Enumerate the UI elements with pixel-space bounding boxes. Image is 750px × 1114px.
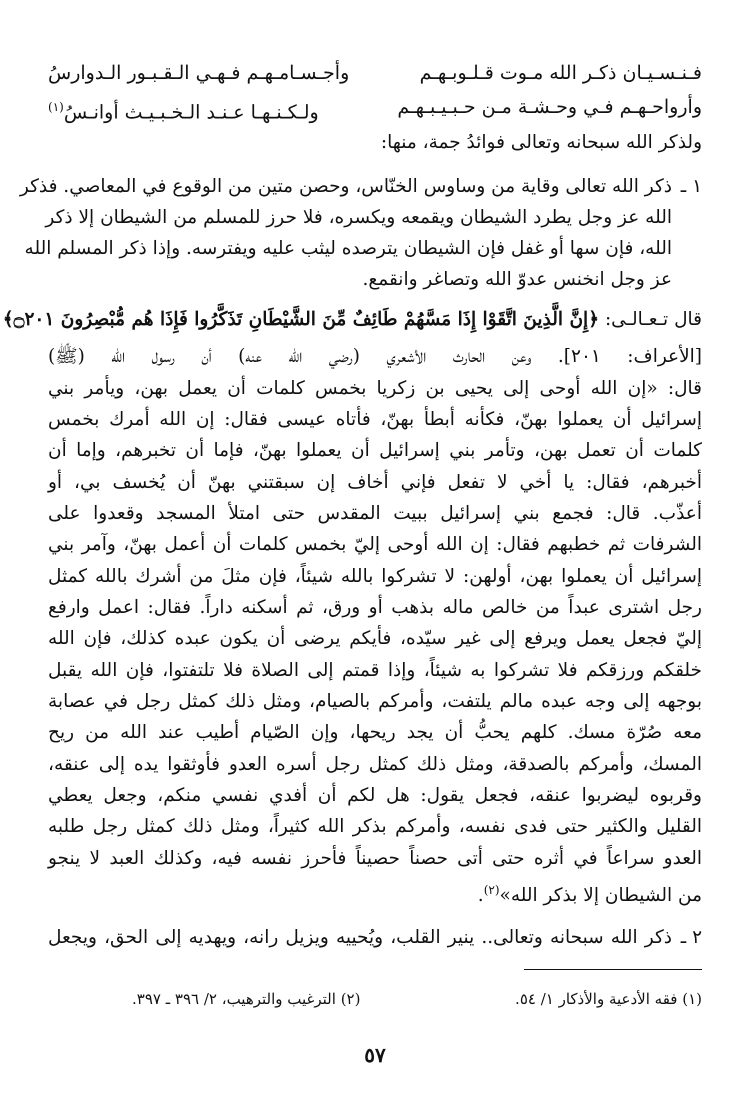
footnote-ref-2: (٢) bbox=[483, 883, 500, 897]
quran-verse: ﴿إِنَّ الَّذِينَ اتَّقَوْا إِذَا مَسَّهُمْ طَائِفٌ مِّنَ الشَّيْطَانِ تَذَكَّرُوا فَإِذَا هُم مُّبْصِرُونَ ۝٢٠١﴾ bbox=[2, 309, 600, 330]
hadith-line: أعذّب. قال: فجمع بني إسرائيل ببيت المقدس حتى امتلأ المسجد وقعدوا على bbox=[48, 503, 702, 524]
hadith-line: القليل والكثير حتى فدى نفسه، وأمركم بذكر الله كثيراً، ومثل ذلك كمثل رجل طلبه bbox=[48, 816, 702, 837]
point1-number: ١ ـ bbox=[680, 176, 702, 197]
hadith-line: إسرائيل أن يعملوا بهنّ، فكأنه أبطأ بهنّ، فأتاه عيسى فقال: إن الله أمرك بخمس bbox=[48, 409, 702, 430]
poem-line2-right: وأرواحـهـم فـي وحـشـة مـن حـبـيـبـهـم bbox=[397, 96, 702, 118]
point2-line: ذكر الله سبحانه وتعالى.. ينير القلب، ويُحييه ويزيل رانه، ويهديه إلى الحق، ويجعل bbox=[48, 927, 672, 948]
hadith-line: وقربوه ليضربوا عنقه، فجعل يقول: هل لكم أن أفدي نفسي منكم، وجعل يعطي bbox=[48, 785, 702, 806]
footnote-1: (١) فقه الأدعية والأذكار ١/ ٥٤. bbox=[515, 990, 702, 1008]
poem-line2-left bbox=[48, 92, 319, 127]
hadith-line: بوجهه إلى وجه عبده مالم يلتفت، وأمركم بالصيام، ومثل ذلك كمثل رجل في عصابة bbox=[48, 691, 702, 712]
poem-line1-left: وأجـسـامـهـم فـهـي الـقـبـور الـدوارسُ bbox=[48, 62, 350, 84]
hadith-line: المسك، وأمركم بالصدقة، ومثل ذلك كمثل رجل أسره العدو فأوثقوا يده إلى عنقه، bbox=[48, 754, 702, 775]
hadith-line: رجل اشترى عبداً من خالص ماله بذهب أو ورق، ثم أسكنه داراً. فقال: اعمل وارفع bbox=[48, 597, 702, 618]
quran-verse-line bbox=[2, 306, 702, 336]
verse-prefix: قال تـعـالـى: bbox=[604, 309, 702, 330]
hadith-line: إليّ فجعل يعمل ويرفع إلى غير سيّده، فأيكم يرضى أن يكون عبده كذلك، فإن الله bbox=[48, 628, 702, 649]
hadith-last-text: من الشيطان إلا بذكر الله» bbox=[499, 885, 702, 907]
hadith-line: قال: «إن الله أوحى إلى يحيى بن زكريا بخمس كلمات أن يعمل بهن، ويأمر بني bbox=[48, 378, 702, 399]
footnote-2: (٢) الترغيب والترهيب، ٢/ ٣٩٦ ـ ٣٩٧. bbox=[132, 990, 361, 1008]
hadith-line: إسرائيل أن يعملوا بهن، أولهن: لا تشركوا بالله شيئاً، فإن مثلَ من أشرك بالله كمثل bbox=[48, 566, 702, 587]
point1-line: ذكر الله تعالى وقاية من وساوس الخنّاس، وحصن متين من الوقوع في المعاصي. فذكر bbox=[19, 176, 672, 197]
poem-line2-left-text: ولـكـنـهـا عـنـد الـخـبـيـث أوانـسُ bbox=[63, 101, 319, 124]
footnote-ref-1: (١) bbox=[48, 100, 64, 114]
footnote-divider bbox=[524, 969, 702, 970]
hadith-line: معه صُرّة مسك. كلهم يحبُّ أن يجد ريحها، وإن الصّيام أطيب عند الله من ريح bbox=[48, 722, 702, 743]
hadith-line: [الأعراف: ٢٠١]. وعن الحارث الأشعري (رضي الله عنه) أن رسول الله (ﷺ) bbox=[48, 346, 702, 367]
hadith-line-last: من الشيطان إلا بذكر الله»$^{(٢)}$. bbox=[477, 883, 702, 907]
hadith-line: الشرفات ثم خطبهم فقال: إن الله أوحى إليّ بخمس كلمات أن أعمل بهنّ، وآمر بني bbox=[48, 534, 702, 555]
page-number: ٥٧ bbox=[364, 1043, 386, 1067]
hadith-line: كلمات أن تعمل بهن، وتأمر بني إسرائيل أن يعملوا بهنّ، فإما أن تخبرهم، وإما أن bbox=[48, 440, 702, 461]
point2-number: ٢ ـ bbox=[680, 927, 702, 948]
hadith-line: أخبرهم، فقال: يا أخي لا تفعل فإني أخاف إن سبقتني بهنّ أن يُخسف بي، أو bbox=[48, 472, 702, 493]
point1-line: الله، فإن سها أو غفل فإن الشيطان يترصده ليثب عليه ويفترسه. وإذا ذكر المسلم الله bbox=[24, 238, 672, 259]
point1-line: عز وجل انخنس عدوّ الله وتصاغر وانقمع. bbox=[362, 269, 672, 290]
hadith-line: العدو سراعاً في أثره حتى أتى حصناً حصيناً فأحرز نفسه فيه، وكذلك العبد لا ينجو bbox=[48, 848, 702, 869]
point1-line: الله عز وجل يطرد الشيطان ويقمعه ويكسره، فلا حرز للمسلم من الشيطان إلا ذكر bbox=[45, 207, 672, 228]
poem-line1-right: فـنـسـيـان ذكـر الله مـوت قـلـوبـهـم bbox=[419, 62, 702, 84]
hadith-line: خلقكم ورزقكم فلا تشركوا به شيئاً، وإذا قمتم إلى الصلاة فلا تلتفتوا، فإن الله يقبل bbox=[48, 660, 702, 681]
intro-text: ولذكر الله سبحانه وتعالى فوائدُ جمة، منها: bbox=[380, 132, 702, 153]
